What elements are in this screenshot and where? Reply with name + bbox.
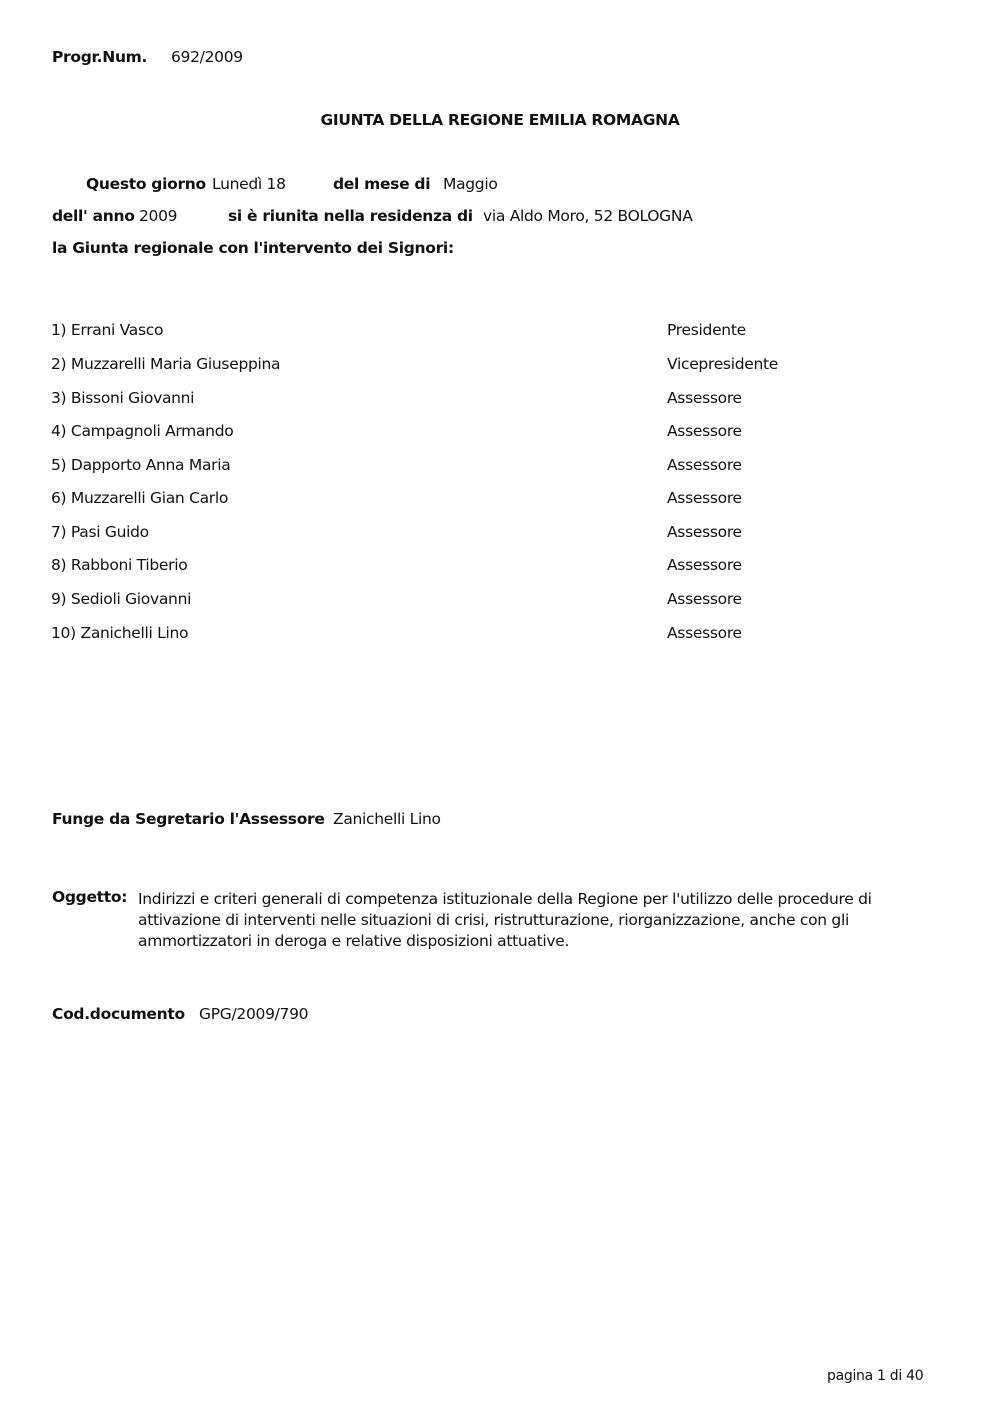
progr-num-label: Progr.Num. bbox=[52, 48, 148, 66]
secretary-value: Zanichelli Lino bbox=[333, 810, 441, 828]
month-label: del mese di bbox=[333, 175, 431, 193]
member-name: 6) Muzzarelli Gian Carlo bbox=[51, 489, 229, 507]
member-role: Presidente bbox=[667, 321, 746, 339]
member-role: Assessore bbox=[667, 456, 742, 474]
residence-value: via Aldo Moro, 52 BOLOGNA bbox=[483, 207, 693, 225]
member-row bbox=[0, 323, 1000, 343]
page-number: pagina 1 di 40 bbox=[827, 1368, 924, 1384]
member-role: Assessore bbox=[667, 624, 742, 642]
intervention-text: la Giunta regionale con l'intervento dei Signori: bbox=[52, 239, 454, 257]
member-name: 8) Rabboni Tiberio bbox=[51, 556, 188, 574]
member-role: Assessore bbox=[667, 556, 742, 574]
document-title: GIUNTA DELLA REGIONE EMILIA ROMAGNA bbox=[320, 111, 680, 129]
member-name: 1) Errani Vasco bbox=[51, 321, 164, 339]
member-row bbox=[0, 558, 1000, 578]
member-name: 7) Pasi Guido bbox=[51, 523, 149, 541]
document-code-label: Cod.documento bbox=[52, 1005, 185, 1023]
member-role: Assessore bbox=[667, 590, 742, 608]
member-name: 5) Dapporto Anna Maria bbox=[51, 456, 231, 474]
member-row bbox=[0, 626, 1000, 646]
member-name: 3) Bissoni Giovanni bbox=[51, 389, 195, 407]
document-code-value: GPG/2009/790 bbox=[199, 1005, 309, 1023]
day-value: Lunedì 18 bbox=[212, 175, 286, 193]
member-name: 2) Muzzarelli Maria Giuseppina bbox=[51, 355, 281, 373]
subject-text: Indirizzi e criteri generali di competenza istituzionale della Regione per l'utilizzo delle procedure di attivazione di interventi nelle situazioni di crisi, ristrutturazione, riorganizzazione, anche con gli ammortizzatori in deroga e relative disposizioni attuative. bbox=[138, 890, 872, 950]
secretary-label: Funge da Segretario l'Assessore bbox=[52, 810, 325, 828]
member-role: Assessore bbox=[667, 489, 742, 507]
member-name: 9) Sedioli Giovanni bbox=[51, 590, 192, 608]
year-label: dell' anno bbox=[52, 207, 135, 225]
member-row bbox=[0, 491, 1000, 511]
member-row bbox=[0, 424, 1000, 444]
member-role: Assessore bbox=[667, 523, 742, 541]
month-value: Maggio bbox=[443, 175, 498, 193]
member-row bbox=[0, 391, 1000, 411]
year-value: 2009 bbox=[139, 207, 178, 225]
subject-label: Oggetto: bbox=[52, 888, 128, 906]
member-row bbox=[0, 592, 1000, 612]
day-label: Questo giorno bbox=[86, 175, 206, 193]
progr-num-value: 692/2009 bbox=[171, 48, 243, 66]
member-role: Vicepresidente bbox=[667, 355, 779, 373]
member-row bbox=[0, 525, 1000, 545]
residence-label: si è riunita nella residenza di bbox=[228, 207, 473, 225]
member-role: Assessore bbox=[667, 422, 742, 440]
member-role: Assessore bbox=[667, 389, 742, 407]
member-row bbox=[0, 357, 1000, 377]
member-row bbox=[0, 458, 1000, 478]
member-name: 10) Zanichelli Lino bbox=[51, 624, 189, 642]
member-name: 4) Campagnoli Armando bbox=[51, 422, 234, 440]
